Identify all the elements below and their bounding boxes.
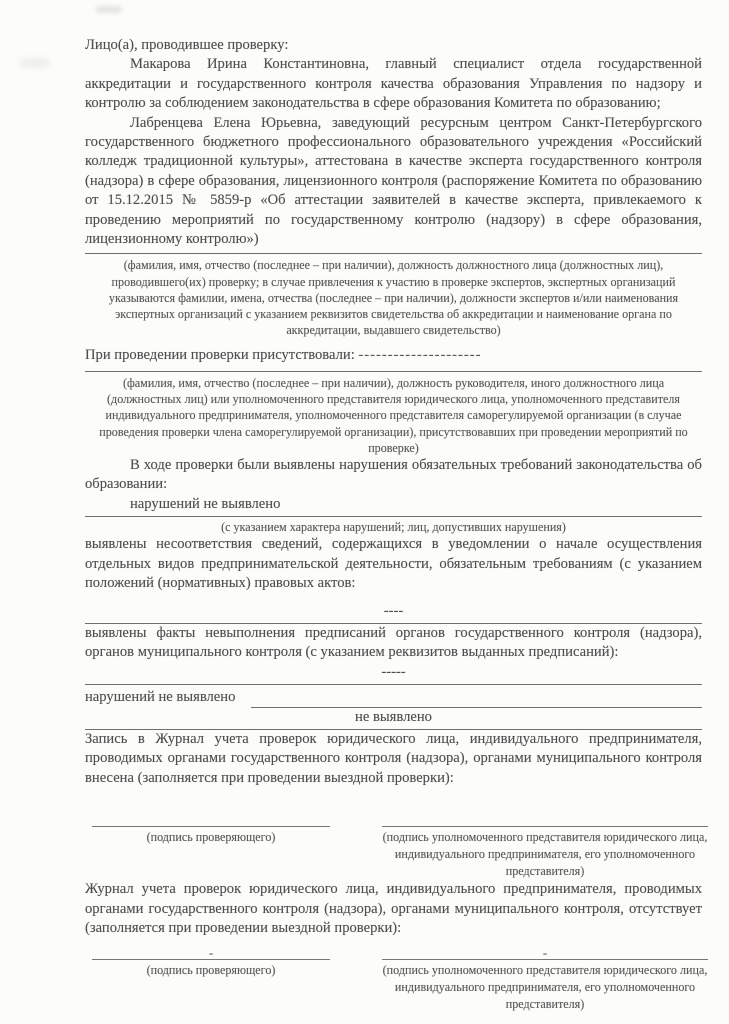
signature-line <box>382 826 708 827</box>
blank-fill-line <box>251 689 702 708</box>
journal-absent-paragraph: Журнал учета проверок юридического лица, индивидуального предпринимателя, проводимых органами государственного контроля (надзора), органами муниципального контроля, отсутствует (заполняется при проведении выездной проверки): <box>85 881 702 937</box>
inspectors-footnote: (фамилия, имя, отчество (последнее – при наличии), должность должностного лица (должностных лиц), проводившего(их) проверку; в случае привлечения к участию в проверке экспертов, экспертных организаций указываются фамилии, имена, отчества (последнее – при наличии), должности экспертов и/или наименования экспертных организаций с указанием реквизитов свидетельства об аккредитации и наименование органа по аккредитации, выдавшего свидетельство) <box>85 253 702 338</box>
sig-representative-caption: (подпись уполномоченного представителя юридического лица, индивидуального предпринимателя, его уполномоченного представителя) <box>382 963 708 1012</box>
inspector-section-heading: Лицо(а), проводившее проверку: <box>85 37 289 53</box>
mismatch-value-line <box>85 602 702 624</box>
present-footnote: (фамилия, имя, отчество (последнее – при наличии), должность руководителя, иного должностного лица (должностных лиц) или уполномоченного представителя юридического лица, уполномоченного представителя индивидуального предпринимателя, уполномоченного представителя саморегулируемой организации (в случае проведения проверки члена саморегулируемой организации), присутствовавших при проведении мероприятий по проверке) <box>99 375 688 455</box>
not-found-value: не выявлено <box>355 708 432 725</box>
present-at-inspection-line <box>85 346 702 371</box>
sig-entry-representative <box>382 826 708 880</box>
present-filler-dashes: --------------------- <box>358 347 482 364</box>
noncompliance-value-line <box>85 663 702 685</box>
journal-entry-paragraph: Запись в Журнал учета проверок юридического лица, индивидуального предпринимателя, проводимых органами государственного контроля (надзора), органами муниципального контроля внесена (заполняется при проведении выездной проверки): <box>85 730 702 786</box>
inspector-1-paragraph: Макарова Ирина Константиновна, главный специалист отдела государственной аккредитации и государственного контроля качества образования Управления по надзору и контролю за соблюдением законодательства в сфере образования Комитета по образованию; <box>85 56 702 112</box>
present-heading: При проведении проверки присутствовали: <box>85 347 359 364</box>
scan-artifact <box>96 6 122 13</box>
sig-absent-inspector <box>92 946 330 1013</box>
violations-caption: (с указанием характера нарушений; лиц, допустивших нарушения) <box>221 520 566 535</box>
signature-line <box>92 959 330 960</box>
noncompliance-value: ----- <box>381 663 406 680</box>
violations-intro-paragraph: В ходе проверки были выявлены нарушения обязательных требований законодательства об образовании: <box>85 456 702 493</box>
sig-inspector-caption: (подпись проверяющего) <box>146 830 276 845</box>
signature-block-entry <box>85 826 708 880</box>
sig-inspector-caption: (подпись проверяющего) <box>146 963 276 978</box>
violations-value-line <box>85 495 702 517</box>
not-found-line <box>85 708 702 730</box>
dash-placeholder: - <box>542 945 548 961</box>
scan-artifact <box>20 58 50 68</box>
signature-line <box>92 826 330 827</box>
inspector-2-paragraph: Лабренцева Елена Юрьевна, заведующий ресурсным центром Санкт-Петербургского государственного бюджетного профессионального образовательного учреждения «Российский колледж традиционной культуры», аттестована в качестве эксперта государственного контроля (надзора) в сфере образования, лицензионного контроля (распоряжение Комитета по образованию от 15.12.2015 № 5859-р «Об аттестации заявителей в качестве эксперта, привлекаемого к проведению мероприятий по государственному контролю (надзору) в сфере образования, лицензионному контролю») <box>85 114 702 248</box>
signature-block-absent <box>85 945 708 1013</box>
sig-representative-caption: (подпись уполномоченного представителя юридического лица, индивидуального предпринимателя, его уполномоченного представителя) <box>382 830 708 879</box>
sig-absent-representative <box>382 946 708 1013</box>
dash-placeholder: - <box>208 945 214 961</box>
noncompliance-paragraph: выявлены факты невыполнения предписаний органов государственного контроля (надзора), органов муниципального контроля (с указанием реквизитов выданных предписаний): <box>85 624 702 661</box>
mismatch-paragraph: выявлены несоответствия сведений, содержащихся в уведомлении о начале осуществления отдельных видов предпринимательской деятельности, обязательным требованиям (с указанием положений (нормативных) правовых актов: <box>85 536 702 592</box>
mismatch-value: ---- <box>383 602 404 619</box>
no-violations-row <box>85 688 702 707</box>
signature-line <box>382 959 708 960</box>
sig-entry-inspector <box>92 826 330 880</box>
violations-value: нарушений не выявлено <box>130 495 281 512</box>
no-violations-label: нарушений не выявлено <box>85 689 236 706</box>
